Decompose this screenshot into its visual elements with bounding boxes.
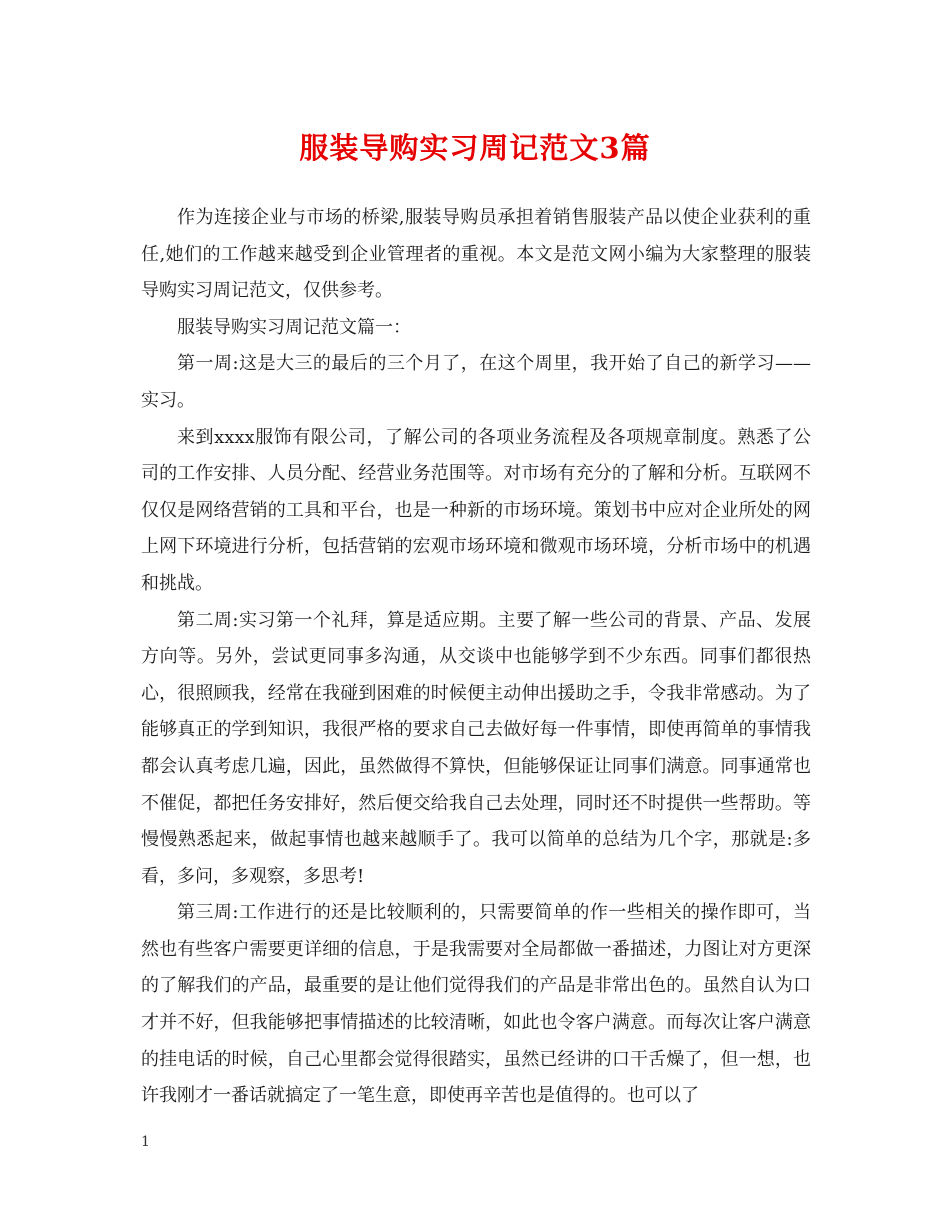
- paragraph-intro: 作为连接企业与市场的桥梁,服装导购员承担着销售服装产品以使企业获利的重任,她们的工作越来越受到企业管理者的重视。本文是范文网小编为大家整理的服装导购实习周记范文，仅供参考。: [141, 207, 811, 302]
- page-number: 1: [141, 1134, 150, 1150]
- paragraph-company-intro: 来到xxxx服饰有限公司，了解公司的各项业务流程及各项规章制度。熟悉了公司的工作安排、人员分配、经营业务范围等。对市场有充分的了解和分析。互联网不仅仅是网络营销的工具和平台，也是一种新的市场环境。策划书中应对企业所处的网上网下环境进行分析，包括营销的宏观市场环境和微观市场环境，分析市场中的机遇和挑战。: [141, 426, 811, 594]
- paragraph-week-one: 第一周:这是大三的最后的三个月了，在这个周里，我开始了自己的新学习——实习。: [141, 353, 811, 411]
- document-body: [141, 200, 811, 1115]
- document-title: 服装导购实习周记范文3篇: [299, 131, 651, 165]
- paragraph-section-heading: 服装导购实习周记范文篇一：: [177, 316, 411, 338]
- paragraph-week-two: 第二周:实习第一个礼拜，算是适应期。主要了解一些公司的背景、产品、发展方向等。另外，尝试更同事多沟通，从交谈中也能够学到不少东西。同事们都很热心，很照顾我，经常在我碰到困难的时候便主动伸出援助之手，令我非常感动。为了能够真正的学到知识，我很严格的要求自己去做好每一件事情，即使再简单的事情我都会认真考虑几遍，因此，虽然做得不算快，但能够保证让同事们满意。同事通常也不催促，都把任务安排好，然后便交给我自己去处理，同时还不时提供一些帮助。等慢慢熟悉起来，做起事情也越来越顺手了。我可以简单的总结为几个字，那就是:多看，多问，多观察，多思考!: [141, 609, 811, 887]
- paragraph-week-three: 第三周:工作进行的还是比较顺利的，只需要简单的作一些相关的操作即可，当然也有些客户需要更详细的信息，于是我需要对全局都做一番描述，力图让对方更深的了解我们的产品，最重要的是让他们觉得我们的产品是非常出色的。虽然自认为口才并不好，但我能够把事情描述的比较清晰，如此也令客户满意。而每次让客户满意的挂电话的时候，自己心里都会觉得很踏实，虽然已经讲的口干舌燥了，但一想，也许我刚才一番话就搞定了一笔生意，即使再辛苦也是值得的。也可以了: [141, 902, 811, 1107]
